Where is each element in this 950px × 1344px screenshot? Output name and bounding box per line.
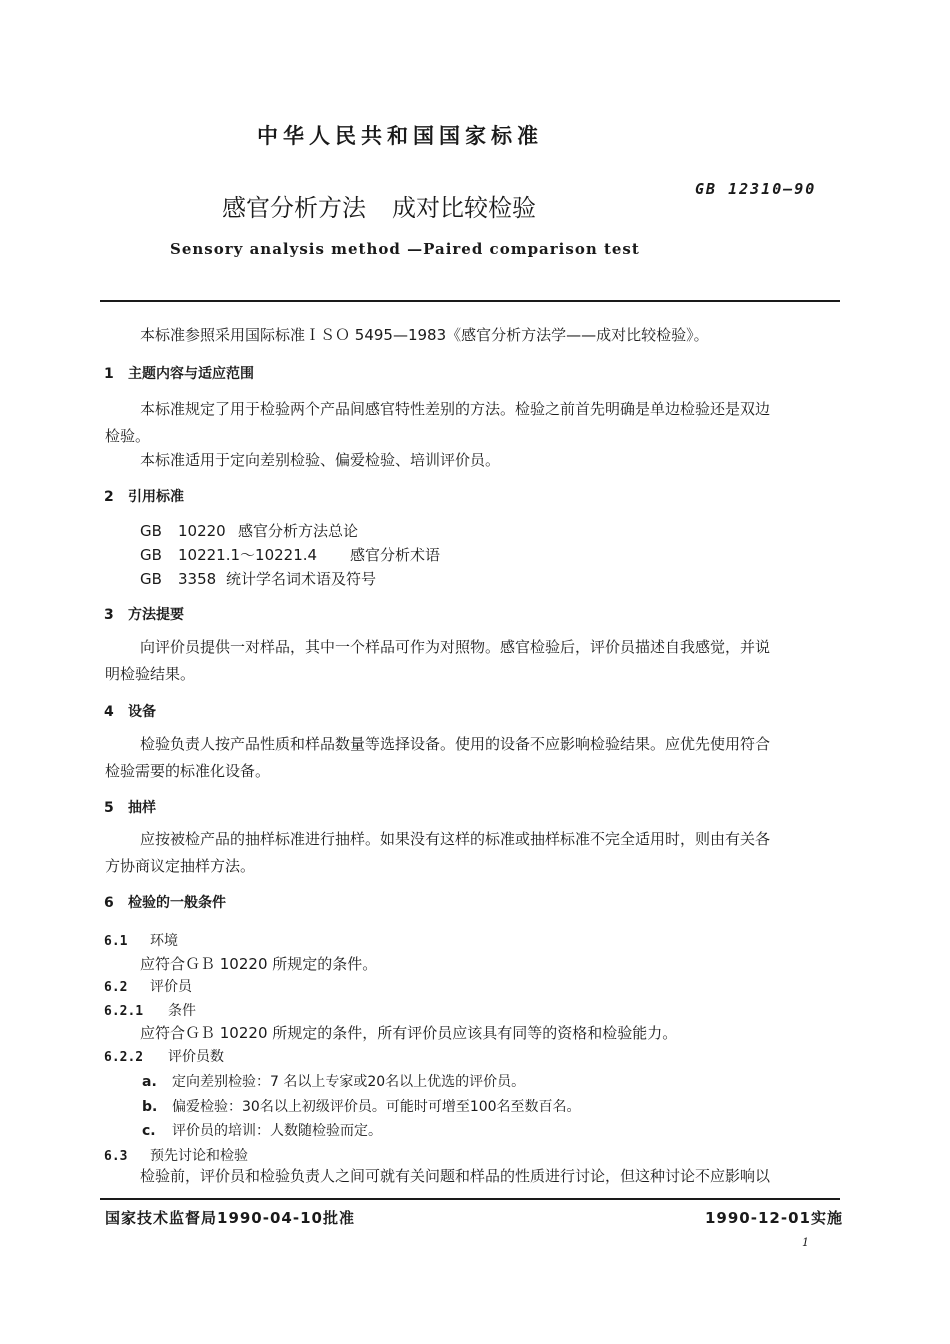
- page-number: 1: [802, 1236, 809, 1249]
- evaluator-count-item: [142, 1120, 382, 1140]
- item-label: a.: [142, 1074, 157, 1090]
- section-4-line-2: 检验需要的标准化设备。: [105, 762, 271, 780]
- section-number: 5: [104, 800, 114, 816]
- item-text: 偏爱检验：30名以上初级评价员。可能时可增至100名至数百名。: [172, 1099, 581, 1115]
- section-number: 6: [104, 895, 114, 911]
- section-number: 3: [104, 607, 114, 623]
- item-label: c.: [142, 1123, 156, 1139]
- section-5-line-2: 方协商议定抽样方法。: [105, 857, 256, 875]
- section-3-line-2: 明检验结果。: [105, 665, 196, 683]
- ref-number: 3358: [178, 570, 217, 588]
- section-number: 2: [104, 489, 114, 505]
- section-5-line-1: 应按被检产品的抽样标准进行抽样。如果没有这样的标准或抽样标准不完全适用时，则由有关各: [140, 830, 771, 848]
- ref-name: 感官分析术语: [350, 546, 441, 564]
- approval-date: 国家技术监督局1990-04-10批准: [105, 1209, 355, 1227]
- section-title: 方法提要: [128, 607, 184, 623]
- document-title-cn: [222, 188, 536, 223]
- subsection-number: 6.2: [104, 980, 128, 995]
- section-title: 检验的一般条件: [128, 895, 226, 911]
- standard-type-header: 中华人民共和国国家标准: [257, 124, 543, 148]
- reference-item: [140, 518, 358, 544]
- title-part-2: 成对比较检验: [392, 194, 536, 222]
- section-4-heading: [104, 701, 156, 721]
- top-divider: [100, 300, 840, 302]
- section-3-heading: [104, 604, 184, 624]
- subsection-6-2-2-heading: [104, 1046, 224, 1066]
- section-3-line-1: 向评价员提供一对样品，其中一个样品可作为对照物。感官检验后，评价员描述自我感觉，并说: [140, 638, 771, 656]
- subsection-6-2-heading: [104, 976, 192, 996]
- section-title: 主题内容与适应范围: [128, 366, 254, 382]
- ref-number: 10221.1～10221.4: [178, 546, 318, 564]
- section-number: 1: [104, 366, 114, 382]
- section-title: 引用标准: [128, 489, 184, 505]
- subsection-title: 条件: [168, 1003, 196, 1019]
- subsection-6-2-1-text: 应符合ＧＢ 10220 所规定的条件，所有评价员应该具有同等的资格和检验能力。: [140, 1024, 678, 1042]
- document-title-en: Sensory analysis method —Paired comparison test: [170, 240, 640, 258]
- section-6-heading: [104, 892, 226, 912]
- section-2-heading: [104, 486, 184, 506]
- ref-code: GB: [140, 546, 162, 564]
- ref-number: 10220: [178, 522, 226, 540]
- ref-name: 感官分析方法总论: [238, 522, 359, 540]
- evaluator-count-item: [142, 1071, 525, 1091]
- subsection-6-1-text: 应符合ＧＢ 10220 所规定的条件。: [140, 955, 378, 973]
- subsection-title: 评价员: [150, 979, 192, 995]
- subsection-title: 预先讨论和检验: [150, 1148, 248, 1164]
- section-1-para-1-line-1: 本标准规定了用于检验两个产品间感官特性差别的方法。检验之前首先明确是单边检验还是双边: [140, 400, 771, 418]
- intro-paragraph: 本标准参照采用国际标准ＩＳＯ 5495—1983《感官分析方法学——成对比较检验》。: [140, 326, 709, 344]
- subsection-6-3-text: 检验前，评价员和检验负责人之间可就有关问题和样品的性质进行讨论，但这种讨论不应影响以: [140, 1167, 771, 1185]
- section-1-para-1-line-2: 检验。: [105, 427, 151, 445]
- item-text: 评价员的培训：人数随检验而定。: [172, 1123, 382, 1139]
- subsection-6-2-1-heading: [104, 1000, 196, 1020]
- section-number: 4: [104, 704, 114, 720]
- ref-code: GB: [140, 522, 162, 540]
- ref-name: 统计学名词术语及符号: [226, 570, 377, 588]
- subsection-6-1-heading: [104, 930, 178, 950]
- standard-number: GB 12310—90: [695, 180, 817, 198]
- item-label: b.: [142, 1099, 158, 1115]
- subsection-number: 6.3: [104, 1149, 128, 1164]
- section-1-para-2: 本标准适用于定向差别检验、偏爱检验、培训评价员。: [140, 451, 501, 469]
- bottom-divider: [100, 1198, 840, 1200]
- section-title: 抽样: [128, 800, 156, 816]
- subsection-title: 评价员数: [168, 1049, 224, 1065]
- subsection-title: 环境: [150, 933, 178, 949]
- section-title: 设备: [128, 704, 156, 720]
- section-5-heading: [104, 797, 156, 817]
- item-text: 定向差别检验：7 名以上专家或20名以上优选的评价员。: [172, 1074, 526, 1090]
- subsection-number: 6.2.1: [104, 1004, 144, 1019]
- section-4-line-1: 检验负责人按产品性质和样品数量等选择设备。使用的设备不应影响检验结果。应优先使用符合: [140, 735, 771, 753]
- reference-item: [140, 542, 440, 568]
- title-part-1: 感官分析方法: [222, 194, 366, 222]
- evaluator-count-item: [142, 1096, 581, 1116]
- reference-item: [140, 566, 376, 592]
- subsection-number: 6.2.2: [104, 1050, 144, 1065]
- ref-code: GB: [140, 570, 162, 588]
- subsection-6-3-heading: [104, 1145, 248, 1165]
- section-1-heading: [104, 363, 254, 383]
- subsection-number: 6.1: [104, 934, 128, 949]
- effective-date: 1990-12-01实施: [705, 1209, 843, 1227]
